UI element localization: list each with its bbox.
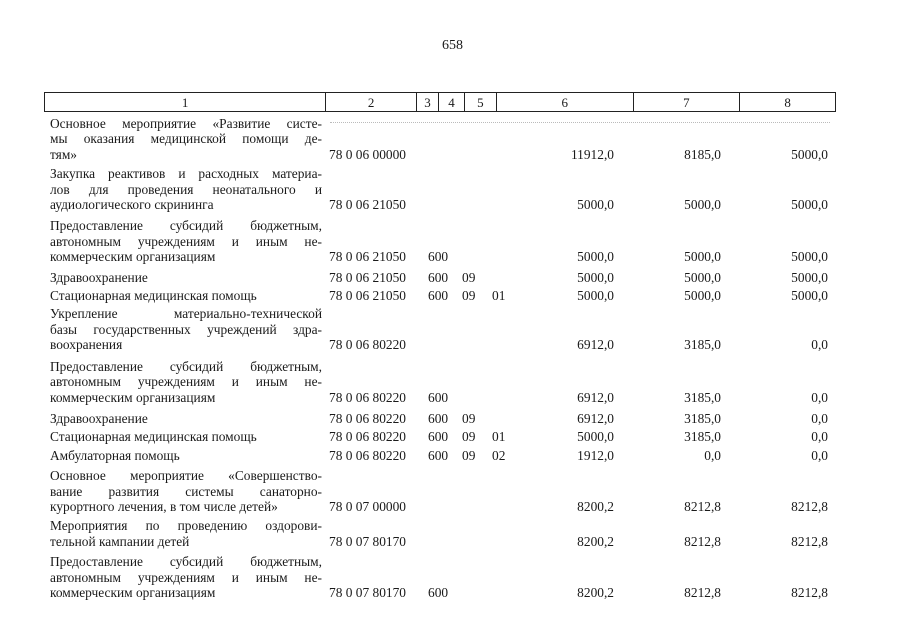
row-value-col7: 5000,0 [684,288,721,304]
row-name-line: автономным учреждениям и иным не- [50,374,322,390]
table-header-row [44,92,836,112]
row-value-col6: 5000,0 [577,249,614,265]
table-row [0,270,905,285]
header-cell-3: 3 [417,93,439,111]
row-value-col7: 3185,0 [684,389,721,405]
row-value-col6: 8200,2 [577,498,614,514]
row-value-col8: 8212,8 [791,584,828,600]
row-name [50,468,322,514]
row-expense-type: 600 [428,249,449,265]
row-expense-type: 600 [428,447,449,463]
header-cell-8: 8 [784,95,791,110]
row-value-col8: 8212,8 [791,498,828,514]
table-body [0,116,905,600]
row-code: 78 0 07 80170 [329,533,406,549]
table-row [0,554,905,600]
row-name [50,166,322,212]
row-subsection: 01 [492,288,506,304]
row-value-col7: 3185,0 [684,337,721,353]
row-value-col7: 0,0 [704,447,721,463]
row-subsection: 02 [492,447,506,463]
row-value-col6: 5000,0 [577,288,614,304]
row-value-col6: 5000,0 [577,197,614,213]
row-name-line: Предоставление субсидий бюджетным, [50,358,322,374]
row-name [50,288,322,303]
row-code: 78 0 06 80220 [329,410,406,426]
row-value-col7: 5000,0 [684,269,721,285]
table-row [0,429,905,444]
row-name-line: Мероприятия по проведению оздорови- [50,518,322,534]
header-cell-2: 2 [326,93,417,111]
table-row [0,518,905,549]
row-value-col6: 5000,0 [577,269,614,285]
row-value-col6: 6912,0 [577,389,614,405]
row-value-col7: 8185,0 [684,146,721,162]
row-code: 78 0 06 21050 [329,269,406,285]
row-value-col8: 5000,0 [791,288,828,304]
row-name [50,218,322,264]
row-value-col8: 8212,8 [791,533,828,549]
row-code: 78 0 07 80170 [329,584,406,600]
row-value-col6: 8200,2 [577,584,614,600]
row-code: 78 0 06 00000 [329,146,406,162]
row-name-line: базы государственных учреждений здра- [50,321,322,337]
row-value-col6: 8200,2 [577,533,614,549]
row-name-line: вание развития системы санаторно- [50,483,322,499]
row-code: 78 0 06 21050 [329,249,406,265]
row-name [50,429,322,444]
table-row [0,218,905,264]
row-name-line: лов для проведения неонатального и [50,181,322,197]
row-section: 09 [462,269,476,285]
row-section: 09 [462,410,476,426]
row-value-col8: 0,0 [811,447,828,463]
row-name [50,359,322,405]
header-cell-1: 1 [45,93,326,111]
row-section: 09 [462,288,476,304]
row-code: 78 0 06 21050 [329,288,406,304]
row-section: 09 [462,447,476,463]
row-value-col8: 5000,0 [791,197,828,213]
row-value-col6: 6912,0 [577,410,614,426]
table-row [0,411,905,426]
row-name [50,116,322,162]
row-name-line: Основное мероприятие «Совершенство- [50,468,322,484]
table-row [0,448,905,463]
row-expense-type: 600 [428,269,449,285]
row-section: 09 [462,429,476,445]
row-name-line: Стационарная медицинская помощь [50,288,257,304]
row-name [50,306,322,352]
header-cell-6: 6 [497,93,634,111]
row-code: 78 0 06 80220 [329,337,406,353]
header-cell-5: 5 [465,93,497,111]
row-value-col8: 0,0 [811,337,828,353]
row-value-col8: 0,0 [811,389,828,405]
row-name-line: Укрепление материально-технической [50,306,322,322]
row-value-col7: 8212,8 [684,533,721,549]
row-value-col6: 5000,0 [577,429,614,445]
row-name-line: воохранения [50,337,123,353]
row-expense-type: 600 [428,288,449,304]
row-expense-type: 600 [428,410,449,426]
page-number: 658 [442,38,463,53]
row-expense-type: 600 [428,584,449,600]
table-row [0,468,905,514]
row-value-col6: 11912,0 [570,146,614,162]
row-code: 78 0 06 80220 [329,429,406,445]
table-row [0,306,905,352]
row-value-col7: 3185,0 [684,410,721,426]
row-name-line: аудиологического скрининга [50,197,214,213]
row-name-line: коммерческим организациям [50,249,216,265]
row-code: 78 0 06 80220 [329,447,406,463]
row-subsection: 01 [492,429,506,445]
header-cell-4: 4 [439,93,465,111]
row-name-line: Предоставление субсидий бюджетным, [50,554,322,570]
row-code: 78 0 06 80220 [329,389,406,405]
row-value-col8: 5000,0 [791,269,828,285]
row-name [50,411,322,426]
header-cell-7: 7 [634,93,741,111]
row-name [50,518,322,549]
table-row [0,116,905,162]
row-name-line: коммерческим организациям [50,584,216,600]
table-row [0,359,905,405]
row-name [50,270,322,285]
row-name-line: автономным учреждениям и иным не- [50,569,322,585]
row-name [50,554,322,600]
row-name-line: мы оказания медицинской помощи де- [50,131,322,147]
row-name-line: Предоставление субсидий бюджетным, [50,218,322,234]
row-name-line: коммерческим организациям [50,389,216,405]
row-value-col8: 5000,0 [791,146,828,162]
row-value-col8: 5000,0 [791,249,828,265]
row-name-line: тельной кампании детей [50,533,190,549]
table-row [0,166,905,212]
row-expense-type: 600 [428,429,449,445]
row-name-line: Здравоохранение [50,410,148,426]
row-code: 78 0 06 21050 [329,197,406,213]
row-name-line: Здравоохранение [50,269,148,285]
row-expense-type: 600 [428,389,449,405]
row-name [50,448,322,463]
row-value-col6: 6912,0 [577,337,614,353]
row-code: 78 0 07 00000 [329,498,406,514]
row-name-line: тям» [50,146,78,162]
row-name-line: Амбулаторная помощь [50,447,180,463]
table-row [0,288,905,303]
row-value-col7: 5000,0 [684,249,721,265]
row-value-col7: 5000,0 [684,197,721,213]
row-value-col8: 0,0 [811,410,828,426]
row-name-line: курортного лечения, в том числе детей» [50,498,278,514]
row-name-line: Закупка реактивов и расходных материа- [50,166,322,182]
row-value-col7: 8212,8 [684,498,721,514]
row-name-line: Стационарная медицинская помощь [50,429,257,445]
row-value-col6: 1912,0 [577,447,614,463]
row-name-line: Основное мероприятие «Развитие систе- [50,116,322,131]
row-value-col7: 8212,8 [684,584,721,600]
row-value-col7: 3185,0 [684,429,721,445]
row-name-line: автономным учреждениям и иным не- [50,233,322,249]
row-value-col8: 0,0 [811,429,828,445]
